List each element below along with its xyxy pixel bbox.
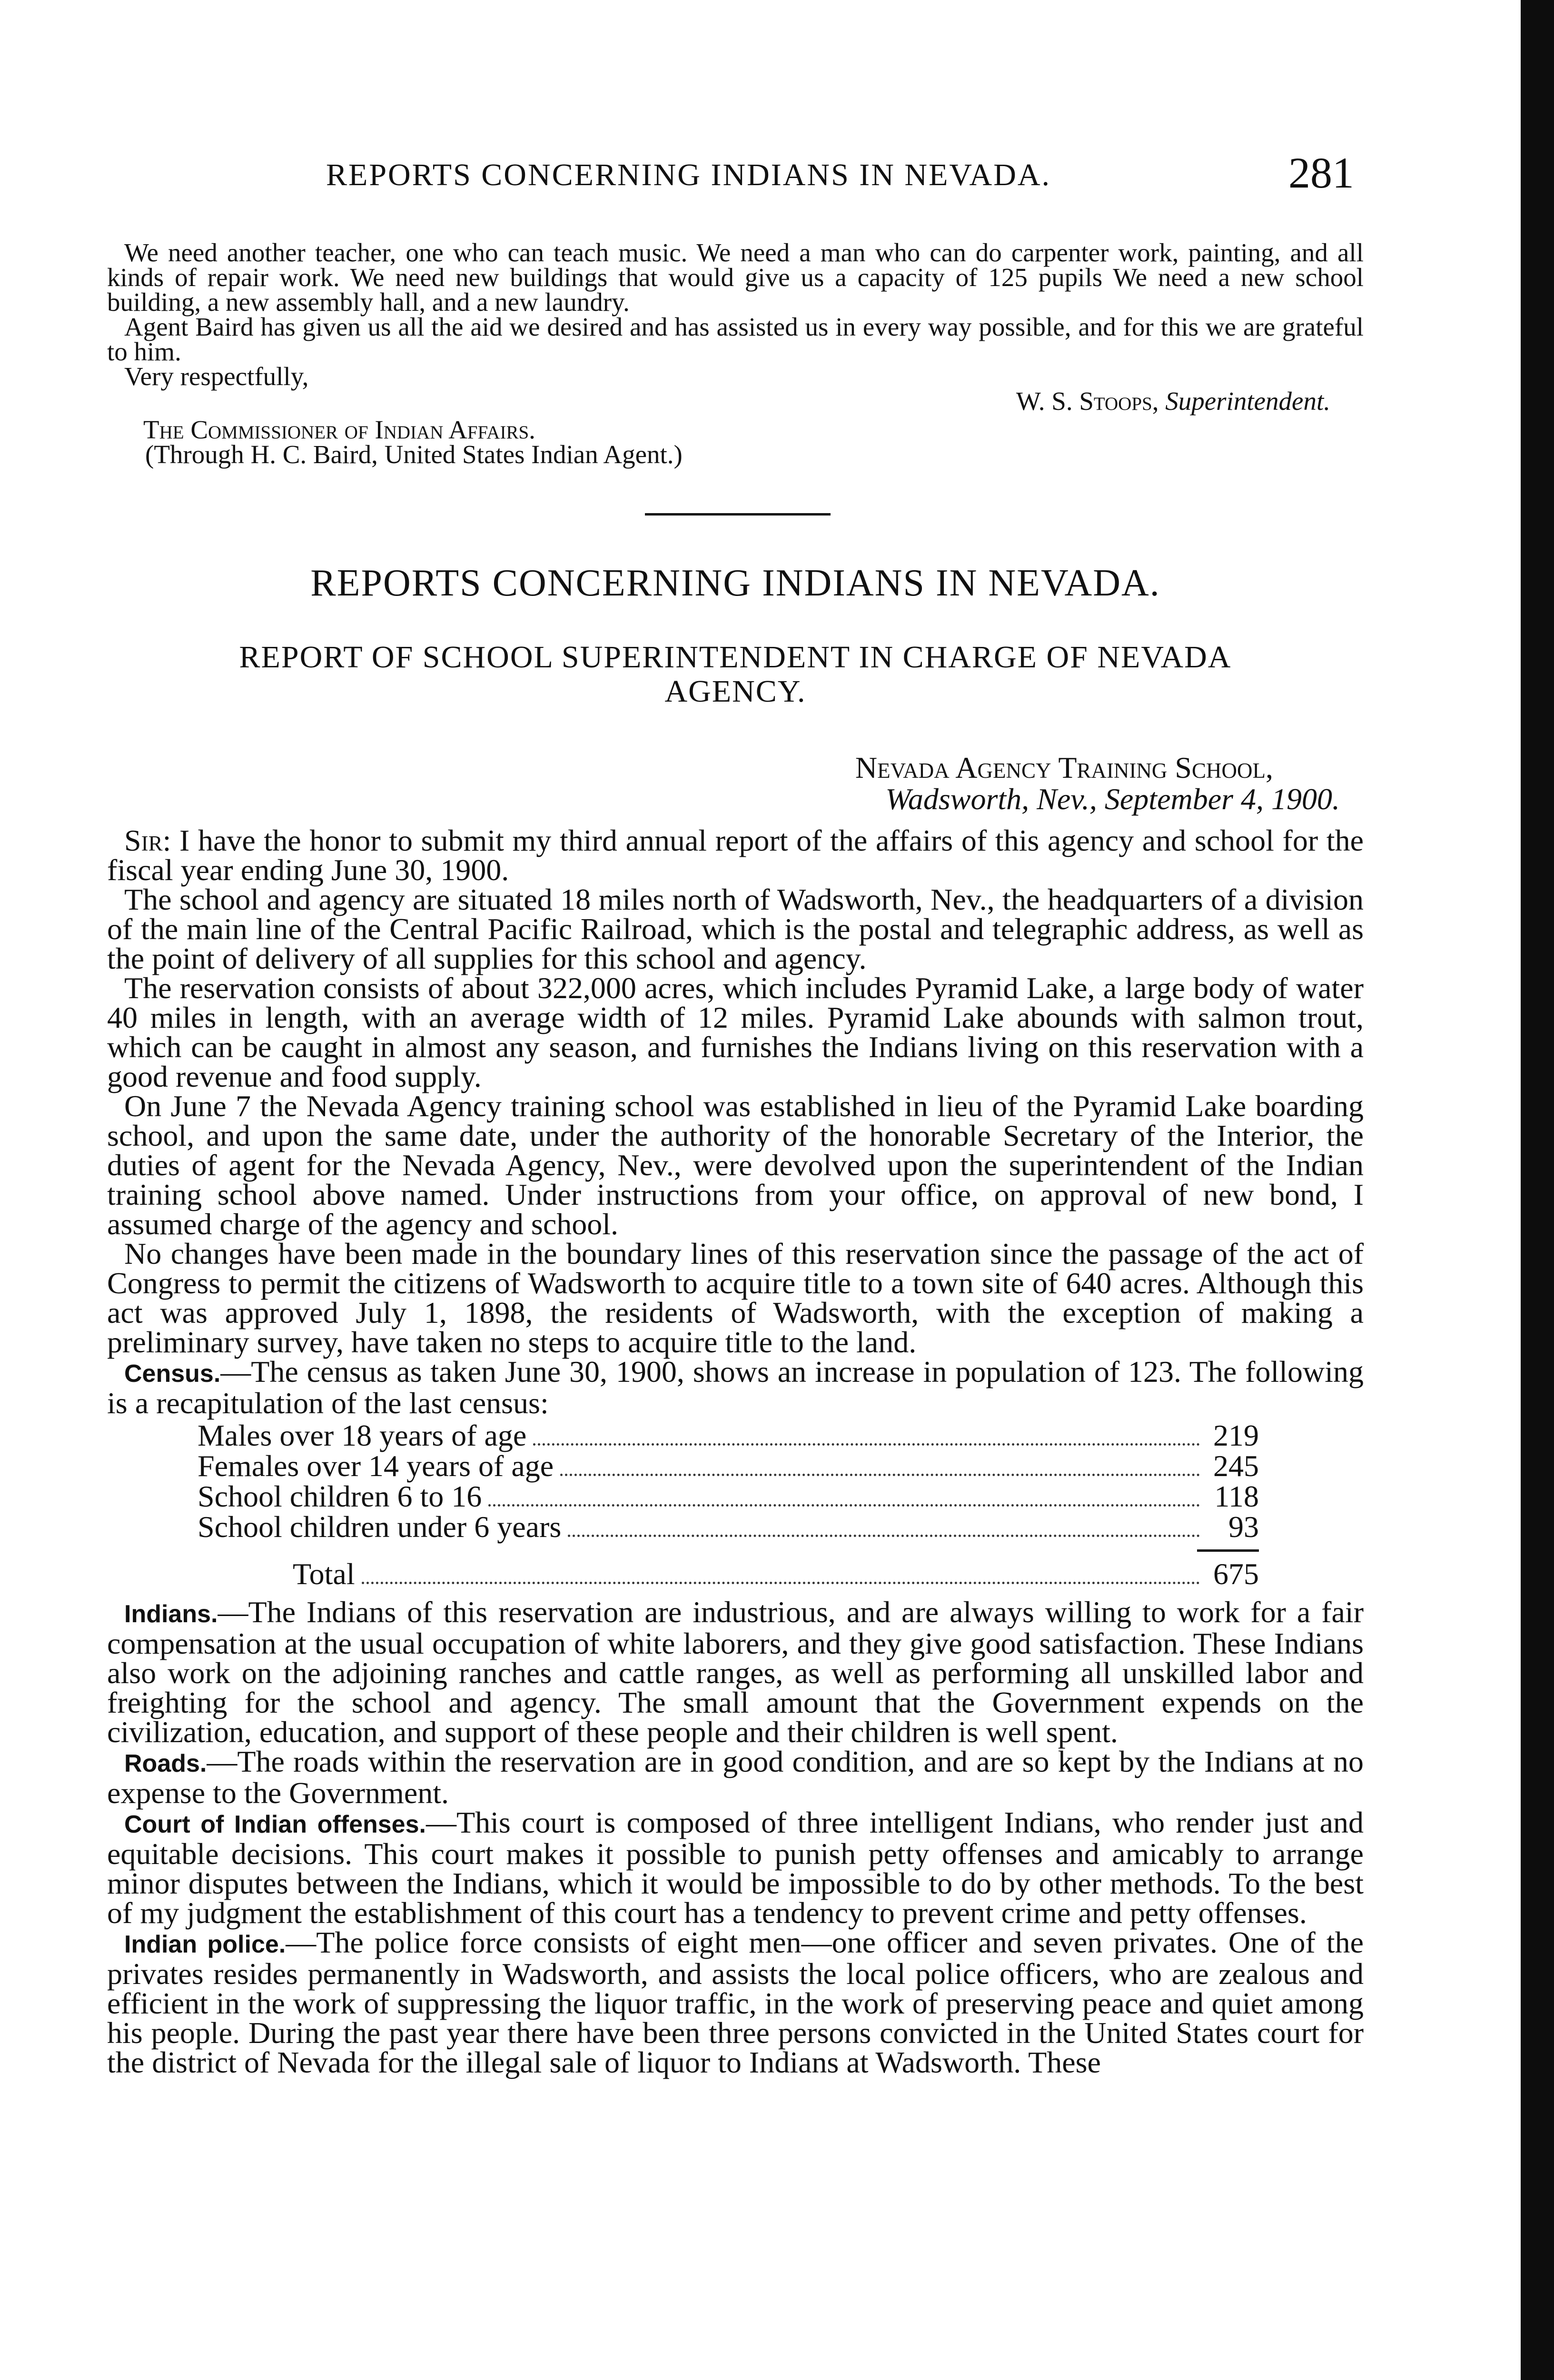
- report-paragraph: On June 7 the Nevada Agency training school was established in lieu of the Pyramid Lake boarding school, and upon the same date, under the authority of the honorable Secretary of the Interior, the duties of agent for the Nevada Agency, Nev., were devolved upon the superintendent of the Indian training school above named. Under instructions from your office, on approval of new bond, I assumed charge of the agency and school.: [107, 1089, 1364, 1241]
- indians-heading: Indians.: [124, 1600, 218, 1628]
- signature-title: Superintendent.: [1165, 387, 1330, 416]
- subtitle-line: AGENCY.: [664, 674, 806, 709]
- report-paragraph: The school and agency are situated 18 miles north of Wadsworth, Nev., the headquarters of a division of the main line of the Central Pacific Railroad, which is the postal and telegraphic address, as well as the point of delivery of all supplies for this school and agency.: [107, 883, 1364, 975]
- census-table: [198, 1418, 1259, 1591]
- report-paragraph: [107, 823, 1364, 887]
- census-label: Females over 14 years of age: [198, 1449, 554, 1483]
- census-row: [198, 1418, 1259, 1452]
- census-value: 219: [1213, 1418, 1259, 1452]
- census-value: 118: [1214, 1479, 1259, 1513]
- police-text: —The police force consists of eight men—one officer and seven privates. One of the privates resides permanently in Wadsworth, and assists the local police officers, who are zealous and efficient in the work of suppressing the liquor traffic, in the work of preserving peace and quiet among his people. During the past year there have been three persons convicted in the United States court for the district of Nevada for the illegal sale of liquor to Indians at Wadsworth. These: [107, 1925, 1364, 2079]
- dateline-school: Nevada Agency Training School,: [855, 751, 1273, 784]
- roads-text: —The roads within the reservation are in good condition, and are so kept by the Indians at no expense to the Government.: [107, 1745, 1364, 1810]
- court-paragraph: [107, 1805, 1364, 1930]
- census-label: School children under 6 years: [198, 1510, 562, 1544]
- census-paragraph: [107, 1357, 1364, 1418]
- page-number: 281: [1288, 149, 1354, 197]
- leader-dots: [568, 1535, 1200, 1537]
- total-rule: [1197, 1549, 1259, 1552]
- salutation: Sir:: [124, 823, 171, 857]
- indians-text: —The Indians of this reservation are industrious, and are always willing to work for a fair compensation at the usual occupation of white laborers, and they give good satisfaction. These Indians also work on the adjoining ranches and cattle ranges, as well as performing all unskilled labor and freighting for the school and agency. The small amount that the Government expends on the civilization, education, and support of these people and their children is well spent.: [107, 1595, 1364, 1749]
- leader-dots: [560, 1474, 1200, 1476]
- leader-dots: [488, 1504, 1200, 1507]
- section-divider: [645, 513, 831, 516]
- census-row: [198, 1512, 1259, 1543]
- previous-letter: [107, 240, 1364, 467]
- census-total-value: 675: [1213, 1557, 1259, 1591]
- census-heading: Census.: [124, 1360, 221, 1388]
- census-row: [198, 1479, 1259, 1513]
- letter-paragraph: Agent Baird has given us all the aid we desired and has assisted us in every way possible, and for this we are grateful to him.: [107, 312, 1364, 366]
- roads-heading: Roads.: [124, 1750, 207, 1777]
- census-total-row: [198, 1559, 1259, 1590]
- dateline-place-date: Wadsworth, Nev., September 4, 1900.: [885, 782, 1340, 816]
- census-value: 245: [1213, 1449, 1259, 1483]
- letter-closing: Very respectfully,: [124, 362, 309, 391]
- police-paragraph: [107, 1925, 1364, 2079]
- indians-paragraph: [107, 1597, 1364, 1747]
- signature: [1016, 389, 1330, 414]
- leader-dots: [533, 1443, 1200, 1446]
- paragraph-text: I have the honor to submit my third annual report of the affairs of this agency and school for the fiscal year ending June 30, 1900.: [107, 823, 1364, 887]
- police-heading: Indian police.: [124, 1931, 286, 1958]
- running-title: REPORTS CONCERNING INDIANS IN NEVADA.: [326, 158, 1051, 192]
- census-text: —The census as taken June 30, 1900, shows an increase in population of 123. The following is a recapitulation of the last census:: [107, 1355, 1364, 1420]
- census-row: [198, 1451, 1259, 1482]
- census-total-label: Total: [293, 1557, 355, 1591]
- census-label: School children 6 to 16: [198, 1479, 482, 1513]
- letter-paragraph: We need another teacher, one who can teach music. We need a man who can do carpenter work, painting, and all kinds of repair work. We need new buildings that would give us a capacity of 125 pupils We need a new school building, a new assembly hall, and a new laundry.: [107, 238, 1364, 317]
- addressee: The Commissioner of Indian Affairs.: [143, 415, 535, 444]
- section-title: REPORTS CONCERNING INDIANS IN NEVADA.: [310, 562, 1160, 604]
- subtitle-line: REPORT OF SCHOOL SUPERINTENDENT IN CHARGE OF NEVADA: [239, 640, 1232, 674]
- report-paragraph: No changes have been made in the boundary lines of this reservation since the passage of the act of Congress to permit the citizens of Wadsworth to acquire title to a town site of 640 acres. Although this act was approved July 1, 1898, the residents of Wadsworth, with the exception of making a preliminary survey, have taken no steps to acquire title to the land.: [107, 1237, 1364, 1359]
- census-label: Males over 18 years of age: [198, 1418, 527, 1452]
- through-line: (Through H. C. Baird, United States Indian Agent.): [145, 440, 683, 469]
- running-head: [107, 148, 1364, 200]
- report-body: [107, 823, 1364, 2079]
- signature-name: W. S. Stoops,: [1016, 387, 1159, 416]
- court-heading: Court of Indian offenses.: [124, 1811, 426, 1838]
- census-value: 93: [1228, 1510, 1259, 1544]
- scan-edge: [1521, 0, 1554, 2380]
- signature-row: [107, 389, 1364, 417]
- section-subtitle: [107, 640, 1364, 709]
- dateline: [107, 752, 1340, 815]
- court-text: —This court is composed of three intelligent Indians, who render just and equitable decisions. This court makes it possible to punish petty offenses and amicably to arrange minor disputes between the Indians, which it would be impossible to do by other methods. To the best of my judgment the establishment of this court has a tendency to prevent crime and petty offenses.: [107, 1805, 1364, 1930]
- leader-dots: [362, 1582, 1200, 1584]
- roads-paragraph: [107, 1747, 1364, 1808]
- report-paragraph: The reservation consists of about 322,000 acres, which includes Pyramid Lake, a large body of water 40 miles in length, with an average width of 12 miles. Pyramid Lake abounds with salmon trout, which can be caught in almost any season, and furnishes the Indians living on this reservation with a good revenue and food supply.: [107, 971, 1364, 1093]
